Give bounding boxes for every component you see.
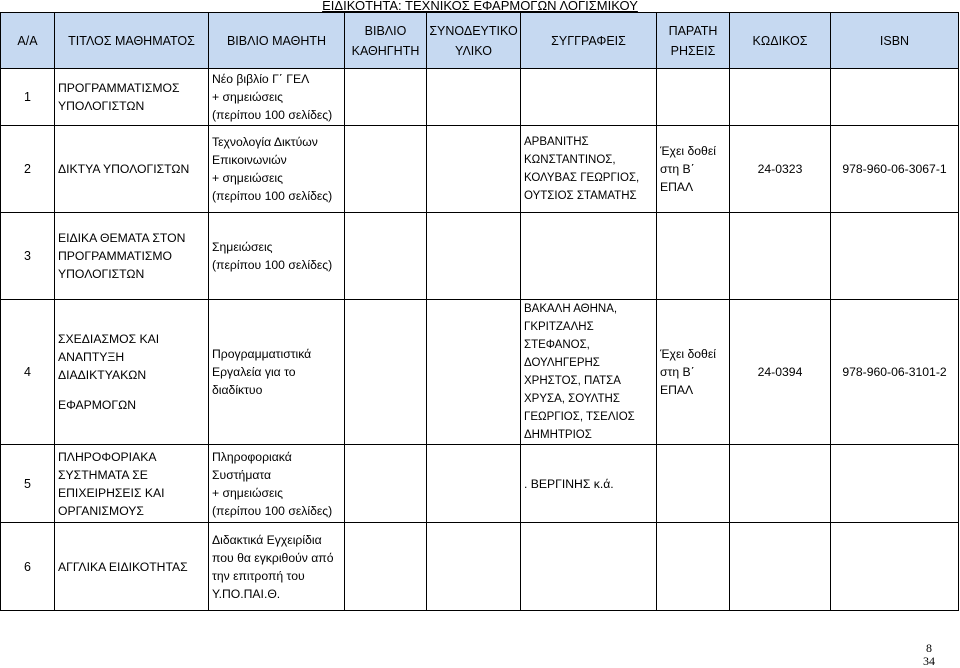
remarks [657,523,730,611]
text-line: Υ.ΠΟ.ΠΑΙ.Θ. [212,586,281,601]
text-line: . ΒΕΡΓΙΝΗΣ κ.ά. [524,476,614,491]
book-code [730,523,831,611]
text-line: που θα εγκριθούν από [212,550,334,565]
course-title [55,300,209,445]
table-row [1,523,959,611]
table-row [1,445,959,523]
text-line: + σημειώσεις [212,171,284,185]
text-line: ΠΛΗΡΟΦΟΡΙΑΚΑ [58,449,157,464]
header-student-book: ΒΙΒΛΙΟ ΜΑΘΗΤΗ [209,13,345,69]
header-isbn: ISBN [831,13,959,69]
text-line: (περίπου 100 σελίδες) [212,258,333,272]
row-number: 1 [1,69,55,126]
course-title [55,213,209,300]
row-number: 3 [1,213,55,300]
student-book [209,300,345,445]
text-line: ΓΕΩΡΓΙΟΣ, ΤΣΕΛΙΟΣ [524,411,635,423]
authors [521,523,657,611]
teacher-book [345,69,427,126]
book-isbn [831,523,959,611]
authors [521,213,657,300]
student-book [209,523,345,611]
teacher-book [345,523,427,611]
spacer [58,384,205,396]
courses-table [0,12,959,611]
header-support-material [427,13,521,69]
text-line: ΧΡΥΣΑ, ΣΟΥΛΤΗΣ [524,393,620,405]
header-line: ΣΥΝΟΔΕΥΤΙΚΟ [429,23,518,38]
table-row [1,126,959,213]
support-material [427,69,521,126]
header-teacher-book [345,13,427,69]
support-material [427,213,521,300]
header-authors: ΣΥΓΓΡΑΦΕΙΣ [521,13,657,69]
row-number: 4 [1,300,55,445]
header-line: ΠΑΡΑΤΗ [668,23,718,38]
authors [521,445,657,523]
text-line: (περίπου 100 σελίδες) [212,108,333,122]
course-title [55,126,209,213]
support-material [427,126,521,213]
text-line: Διδακτικά Εγχειρίδια [212,532,322,547]
text-line: ΚΩΝΣΤΑΝΤΙΝΟΣ, [524,154,616,166]
support-material [427,300,521,445]
text-line: + σημειώσεις [212,90,284,104]
book-code [730,69,831,126]
text-line: ΚΟΛΥΒΑΣ ΓΕΩΡΓΙΟΣ, [524,172,640,184]
support-material [427,445,521,523]
student-book [209,213,345,300]
text-line: ΕΠΑΛ [660,180,694,194]
remarks [657,213,730,300]
text-line: την επιτροπή του [212,568,305,583]
book-code [730,445,831,523]
text-line: ΔΙΑΔΙΚΤΥΑΚΩΝ [58,368,147,382]
text-line: + σημειώσεις [212,485,284,500]
text-line: Επικοινωνιών [212,153,287,167]
book-isbn [831,213,959,300]
header-remarks [657,13,730,69]
text-line: Έχει δοθεί [660,144,716,158]
header-line: ΒΙΒΛΙΟ [364,23,407,38]
remarks [657,69,730,126]
text-line: ΔΗΜΗΤΡΙΟΣ [524,429,592,441]
course-title [55,445,209,523]
authors [521,300,657,445]
teacher-book [345,445,427,523]
header-line: ΥΛΙΚΟ [455,43,492,58]
book-code [730,213,831,300]
page-current: 8 [926,641,932,655]
text-line: ΠΡΟΓΡΑΜΜΑΤΙΣΜΟ [58,249,173,263]
text-line: ΣΤΕΦΑΝΟΣ, [524,339,590,351]
book-isbn [831,445,959,523]
text-line: Τεχνολογία Δικτύων [212,135,318,149]
book-isbn: 978-960-06-3101-2 [831,300,959,445]
text-line: ΓΚΡΙΤΖΑΛΗΣ [524,321,594,333]
book-code: 24-0394 [730,300,831,445]
text-line: ΑΝΑΠΤΥΞΗ [58,350,125,364]
text-line: Έχει δοθεί [660,347,716,361]
page-title [0,0,960,12]
header-row [1,13,959,69]
table-row [1,69,959,126]
book-code: 24-0323 [730,126,831,213]
student-book [209,69,345,126]
text-line: διαδίκτυο [212,383,263,397]
text-line: ΕΠΙΧΕΙΡΗΣΕΙΣ ΚΑΙ [58,485,165,500]
text-line: Πληροφοριακά [212,449,292,464]
text-line: (περίπου 100 σελίδες) [212,503,333,518]
header-aa: Α/Α [1,13,55,69]
student-book [209,445,345,523]
text-line: ΟΡΓΑΝΙΣΜΟΥΣ [58,503,144,518]
text-line: ΔΟΥΛΗΓΕΡΗΣ [524,357,600,369]
text-line: ΥΠΟΛΟΓΙΣΤΩΝ [58,99,145,113]
text-line: Εργαλεία για το [212,365,296,379]
text-line: ΕΙΔΙΚΑ ΘΕΜΑΤΑ ΣΤΟΝ [58,231,186,245]
page-number [922,642,936,668]
row-number: 6 [1,523,55,611]
text-line: στη Β΄ [660,365,695,379]
text-line: ΕΦΑΡΜΟΓΩΝ [58,398,137,412]
text-line: ΒΑΚΑΛΗ ΑΘΗΝΑ, [524,303,618,315]
course-title [55,69,209,126]
remarks [657,445,730,523]
page-total: 34 [923,654,935,668]
text-line: ΑΓΓΛΙΚΑ ΕΙΔΙΚΟΤΗΤΑΣ [58,559,188,574]
text-line: ΥΠΟΛΟΓΙΣΤΩΝ [58,267,145,281]
header-title: ΤΙΤΛΟΣ ΜΑΘΗΜΑΤΟΣ [55,13,209,69]
header-line: ΡΗΣΕΙΣ [670,43,716,58]
text-line: ΔΙΚΤΥΑ ΥΠΟΛΟΓΙΣΤΩΝ [58,162,190,176]
text-line: ΠΡΟΓΡΑΜΜΑΤΙΣΜΟΣ [58,81,180,95]
text-line: ΟΥΤΣΙΟΣ ΣΤΑΜΑΤΗΣ [524,190,637,202]
text-line: Σημειώσεις [212,240,273,254]
teacher-book [345,300,427,445]
text-line: Συστήματα [212,467,272,482]
book-isbn: 978-960-06-3067-1 [831,126,959,213]
teacher-book [345,213,427,300]
course-title [55,523,209,611]
support-material [427,523,521,611]
text-line: ΑΡΒΑΝΙΤΗΣ [524,136,589,148]
text-line: στη Β΄ [660,162,695,176]
text-line: ΣΥΣΤΗΜΑΤΑ ΣΕ [58,467,148,482]
authors [521,69,657,126]
table-row [1,300,959,445]
row-number: 2 [1,126,55,213]
text-line: Νέο βιβλίο Γ΄ ΓΕΛ [212,72,310,86]
text-line: ΕΠΑΛ [660,383,694,397]
text-line: ΧΡΗΣΤΟΣ, ΠΑΤΣΑ [524,375,621,387]
header-line: ΚΑΘΗΓΗΤΗ [351,43,420,58]
text-line: (περίπου 100 σελίδες) [212,189,333,203]
text-line: Προγραμματιστικά [212,347,312,361]
authors [521,126,657,213]
book-isbn [831,69,959,126]
row-number: 5 [1,445,55,523]
specialty-heading: ΕΙΔΙΚΟΤΗΤΑ: ΤΕΧΝΙΚΟΣ ΕΦΑΡΜΟΓΩΝ ΛΟΓΙΣΜΙΚΟΥ [322,0,638,12]
student-book [209,126,345,213]
remarks [657,300,730,445]
text-line: ΣΧΕΔΙΑΣΜΟΣ ΚΑΙ [58,332,160,346]
header-code: ΚΩΔΙΚΟΣ [730,13,831,69]
table-row [1,213,959,300]
remarks [657,126,730,213]
teacher-book [345,126,427,213]
